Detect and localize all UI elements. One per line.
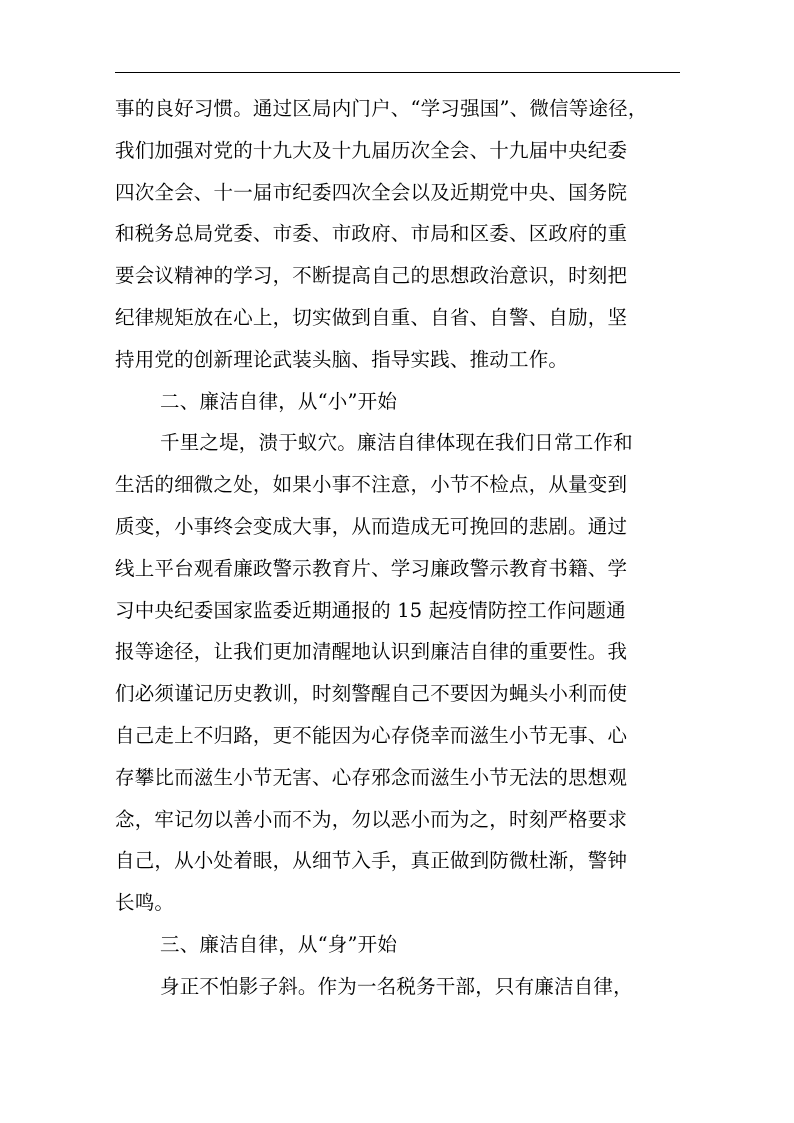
text-line: 线上平台观看廉政警示教育片、学习廉政警示教育书籍、学	[115, 556, 628, 580]
header-rule	[115, 72, 680, 73]
text-line: 事的良好习惯。通过区局内门户、“学习强国”、微信等途径，	[115, 97, 648, 120]
text-line: 长鸣。	[115, 891, 175, 915]
text-line: 纪律规矩放在心上，切实做到自重、自省、自警、自励，坚	[115, 305, 628, 329]
text-line: 们必须谨记历史教训，时刻警醒自己不要因为蝇头小利而使	[115, 682, 628, 706]
text-line: 念，牢记勿以善小而不为，勿以恶小而为之，时刻严格要求	[115, 807, 628, 831]
text-line: 存攀比而滋生小节无害、心存邪念而滋生小节无法的思想观	[115, 765, 628, 789]
text-line: 二、廉洁自律，从“小”开始	[160, 389, 398, 413]
text-line: 四次全会、十一届市纪委四次全会以及近期党中央、国务院	[115, 180, 628, 204]
body-text	[115, 88, 680, 1008]
text-line: 生活的细微之处，如果小事不注意，小节不检点，从量变到	[115, 473, 628, 497]
text-line: 和税务总局党委、市委、市政府、市局和区委、区政府的重	[115, 222, 628, 246]
text-line: 千里之堤，溃于蚁穴。廉洁自律体现在我们日常工作和	[160, 431, 633, 455]
text-line: 自己走上不归路，更不能因为心存侥幸而滋生小节无事、心	[115, 723, 628, 747]
text-line: 习中央纪委国家监委近期通报的 15 起疫情防控工作问题通	[115, 598, 626, 622]
text-line: 身正不怕影子斜。作为一名税务干部，只有廉洁自律，	[160, 974, 633, 998]
text-line: 要会议精神的学习，不断提高自己的思想政治意识，时刻把	[115, 264, 628, 288]
text-line: 报等途径，让我们更加清醒地认识到廉洁自律的重要性。我	[115, 640, 628, 664]
text-line: 自己，从小处着眼，从细节入手，真正做到防微杜渐，警钟	[115, 849, 628, 873]
text-line: 三、廉洁自律，从“身”开始	[160, 932, 398, 956]
text-line: 我们加强对党的十九大及十九届历次全会、十九届中央纪委	[115, 138, 628, 162]
text-line: 持用党的创新理论武装头脑、指导实践、推动工作。	[115, 347, 569, 371]
text-line: 质变，小事终会变成大事，从而造成无可挽回的悲剧。通过	[115, 514, 628, 538]
